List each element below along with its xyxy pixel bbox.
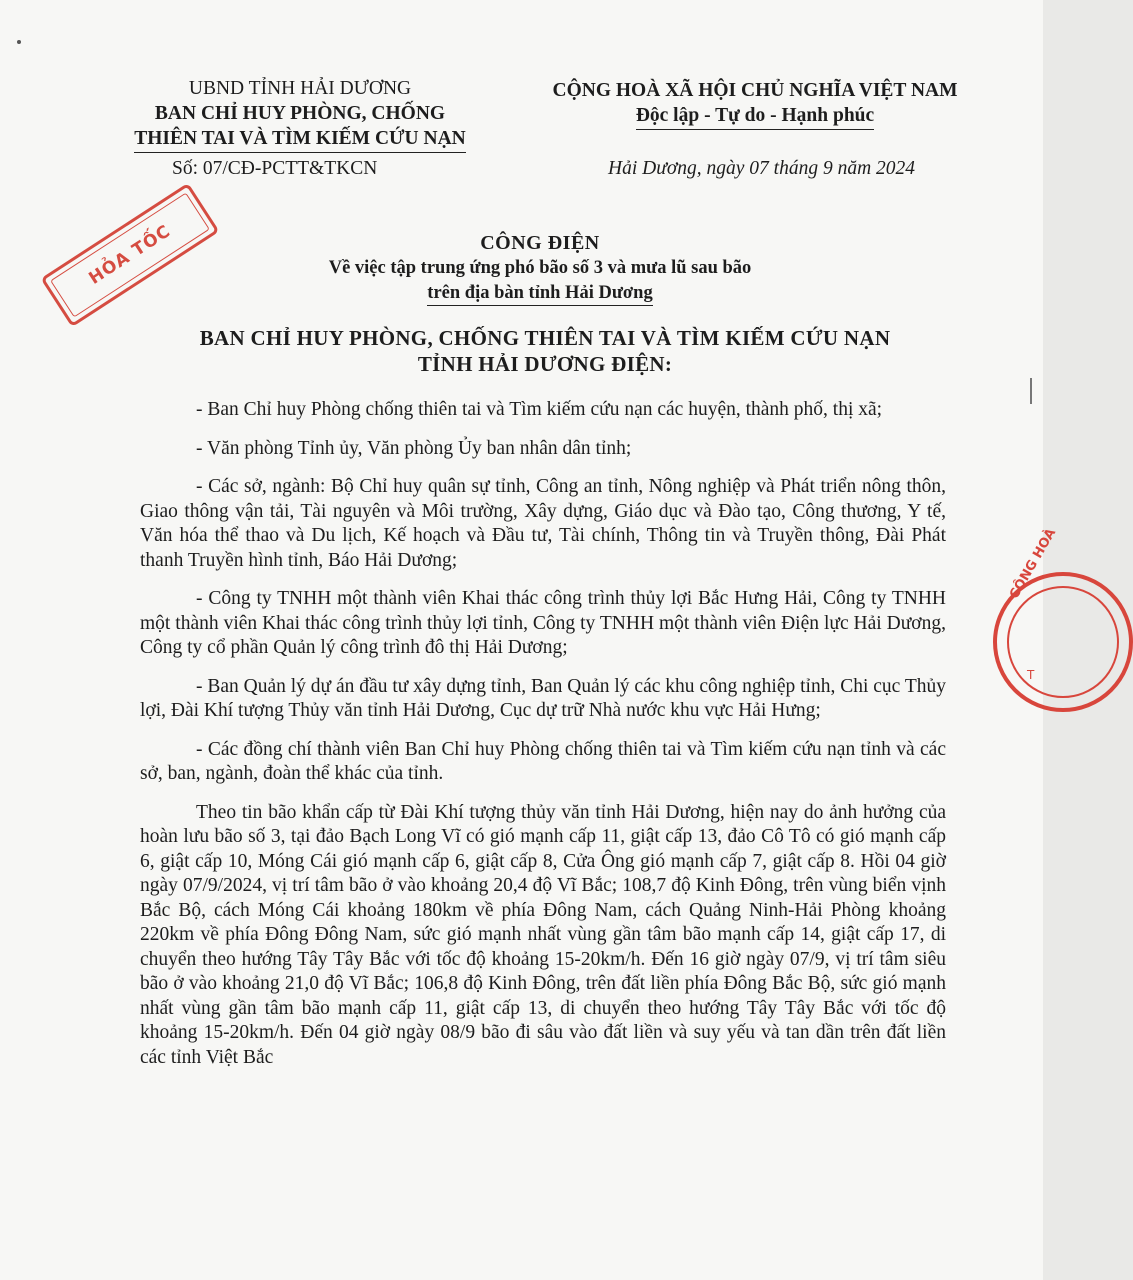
sender-heading — [90, 325, 1000, 377]
recipient-item: - Các đồng chí thành viên Ban Chỉ huy Phòng chống thiên tai và Tìm kiếm cứu nạn tỉnh và các sở, ban, ngành, đoàn thể khác của tỉnh. — [140, 738, 946, 784]
recipient-item: - Ban Quản lý dự án đầu tư xây dựng tỉnh, Ban Quản lý các khu công nghiệp tỉnh, Chi cục Thủy lợi, Đài Khí tượng Thủy văn tỉnh Hải Dương, Cục dự trữ Nhà nước khu vực Hải Hưng; — [140, 675, 946, 721]
scan-edge-mark — [1030, 378, 1032, 404]
issuer-header — [95, 76, 505, 153]
body-paragraph: Theo tin bão khẩn cấp từ Đài Khí tượng thủy văn tỉnh Hải Dương, hiện nay do ảnh hưởng của hoàn lưu bão số 3, tại đảo Bạch Long Vĩ có gió mạnh cấp 11, giật cấp 13, đảo Cô Tô có gió mạnh cấp 6, giật cấp 10, Móng Cái gió mạnh cấp 6, giật cấp 8, Cửa Ông gió mạnh cấp 7, giật cấp 8. Hồi 04 giờ ngày 07/9/2024, vị trí tâm bão ở vào khoảng 20,4 độ Vĩ Bắc; 108,7 độ Kinh Đông, trên vùng biển vịnh Bắc Bộ, cách Móng Cái khoảng 180km về phía Đông Nam, cách Quảng Ninh-Hải Phòng khoảng 220km về phía Đông Đông Nam, sức gió mạnh nhất vùng gần tâm bão mạnh cấp 14, giật cấp 17, di chuyển theo hướng Tây Tây Bắc với tốc độ khoảng 15-20km/h. Đến 16 giờ ngày 07/9, vị trí tâm siêu bão ở vào khoảng 21,0 độ Vĩ Bắc; 106,8 độ Kinh Đông, trên đất liền phía Đông Bắc Bộ, sức gió mạnh nhất vùng gần tâm bão mạnh cấp 11, giật cấp 13, di chuyển theo hướng Tây Tây Bắc với tốc độ khoảng 15-20km/h. Đến 04 giờ ngày 08/9 bão đi sâu vào đất liền và suy yếu và tan dần trên đất liền các tỉnh Việt Bắc — [140, 801, 946, 1068]
sender-heading-line1: BAN CHỈ HUY PHÒNG, CHỐNG THIÊN TAI VÀ TÌM KIẾM CỨU NẠN — [199, 326, 891, 350]
seal-text: CÔNG HOÀ — [1007, 526, 1060, 602]
issuer-agency: UBND TỈNH HẢI DƯƠNG — [188, 78, 412, 99]
seal-letter: T — [1027, 668, 1035, 682]
recipient-item: - Văn phòng Tỉnh ủy, Văn phòng Ủy ban nhân dân tỉnh; — [196, 437, 632, 459]
document-subject-line2: trên địa bàn tỉnh Hải Dương — [160, 281, 920, 306]
document-number: Số: 07/CĐ-PCTT&TKCN — [172, 158, 378, 179]
official-seal — [993, 526, 1133, 712]
recipient-item: - Các sở, ngành: Bộ Chỉ huy quân sự tỉnh, Công an tỉnh, Nông nghiệp và Phát triển nông thôn, Giao thông vận tải, Tài nguyên và Môi trường, Xây dựng, Giáo dục và Đào tạo, Công thương, Y tế, Văn hóa thể thao và Du lịch, Kế hoạch và Đầu tư, Tài chính, Thông tin và Truyền thông, Đài Phát thanh Truyền hình tỉnh, Báo Hải Dương; — [140, 476, 946, 571]
document-body — [140, 398, 946, 1070]
document-title — [160, 231, 920, 306]
scan-speck — [17, 40, 21, 44]
recipient-item: - Ban Chỉ huy Phòng chống thiên tai và Tìm kiếm cứu nạn các huyện, thành phố, thị xã; — [196, 399, 883, 420]
issuer-office-line2: THIÊN TAI VÀ TÌM KIẾM CỨU NẠN — [95, 126, 505, 153]
recipient-item: - Công ty TNHH một thành viên Khai thác công trình thủy lợi Bắc Hưng Hải, Công ty TNHH một thành viên Khai thác công trình thủy lợi tỉnh, Công ty TNHH một thành viên Điện lực Hải Dương, Công ty cổ phần Quản lý công trình đô thị Hải Dương; — [140, 588, 946, 658]
place-and-date: Hải Dương, ngày 07 tháng 9 năm 2024 — [608, 158, 916, 179]
national-header — [505, 78, 1005, 130]
national-motto: Độc lập - Tự do - Hạnh phúc — [505, 103, 1005, 130]
issuer-office-line1: BAN CHỈ HUY PHÒNG, CHỐNG — [154, 103, 446, 124]
document-subject-line1: Về việc tập trung ứng phó bão số 3 và mưa lũ sau bão — [328, 258, 752, 278]
urgent-stamp: HỎA TỐC — [40, 183, 219, 327]
document-type: CÔNG ĐIỆN — [480, 232, 600, 254]
sender-heading-line2: TỈNH HẢI DƯƠNG ĐIỆN: — [417, 352, 673, 376]
nation-name: CỘNG HOÀ XÃ HỘI CHỦ NGHĨA VIỆT NAM — [552, 80, 958, 101]
